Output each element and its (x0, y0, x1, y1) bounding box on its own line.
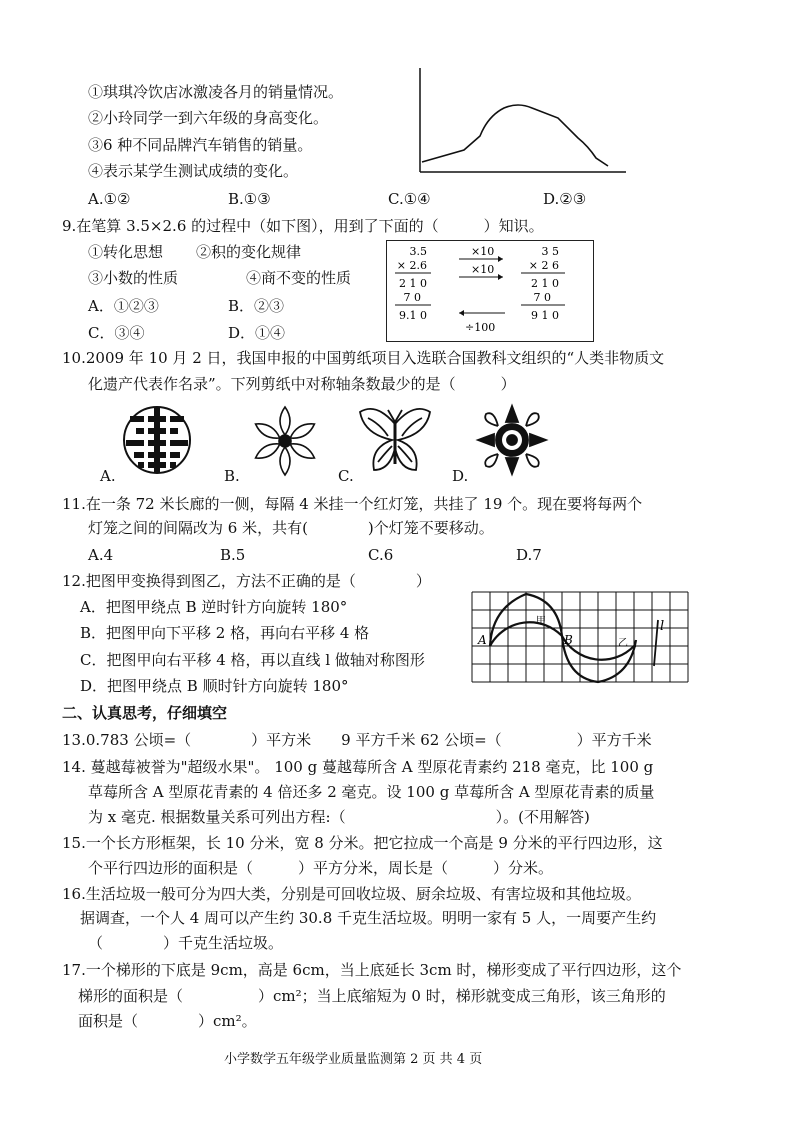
section-2-heading: 二、认真思考，仔细填空 (62, 704, 228, 722)
q9-calculation (387, 241, 592, 340)
q8-line-graph (408, 64, 630, 180)
q17-line-2: 梯形的面积是（ ）cm²；当上底缩短为 0 时，梯形就变成三角形，该三角形的 (78, 987, 666, 1005)
q14-line-1: 14. 蔓越莓被誉为"超级水果"。 100 g 蔓越莓所含 A 型原花青素约 218 毫克，比 100 g (62, 758, 654, 776)
q15-line-2: 个平行四边形的面积是（ ）平方分米，周长是（ ）分米。 (88, 859, 554, 877)
calc-left-5: 9.1 0 (399, 309, 427, 322)
q9-option-d: D．①④ (228, 324, 286, 342)
grid-label-b: B (564, 633, 573, 647)
calc-right-5: 9 1 0 (531, 309, 559, 322)
q8-option-b: B.①③ (228, 190, 271, 208)
q12-option-b: B．把图甲向下平移 2 格，再向右平移 4 格 (80, 624, 370, 642)
q8-item-3: ③6 种不同品牌汽车销售的销量。 (88, 136, 313, 154)
calc-arrow-1: ×10 (471, 245, 495, 258)
paper-cut-a-double-happiness (122, 404, 192, 476)
calc-right-4: 7 0 (533, 291, 551, 304)
calc-right-2: × 2 6 (528, 259, 559, 272)
paper-cut-d-pattern (474, 402, 550, 478)
q8-option-d: D.②③ (543, 190, 587, 208)
q9-option-b: B．②③ (228, 297, 285, 315)
q11-stem-1: 11.在一条 72 米长廊的一侧，每隔 4 米挂一个红灯笼，共挂了 19 个。现在要将每两个 (62, 495, 643, 513)
q10-label-b: B. (224, 467, 240, 485)
calc-left-2: × 2.6 (396, 259, 427, 272)
q12-stem: 12.把图甲变换得到图乙，方法不正确的是（ ） (62, 572, 431, 590)
q11-option-c: C.6 (368, 546, 394, 564)
calc-left-3: 2 1 0 (399, 277, 427, 290)
q8-option-a: A.①② (88, 190, 131, 208)
grid-label-a: A (478, 633, 487, 647)
paper-cut-c-butterfly (356, 404, 434, 478)
q16-line-1: 16.生活垃圾一般可分为四大类，分别是可回收垃圾、厨余垃圾、有害垃圾和其他垃圾。 (62, 885, 641, 903)
q15-line-1: 15.一个长方形框架，长 10 分米，宽 8 分米。把它拉成一个高是 9 分米的平行四边形，这 (62, 834, 663, 852)
q9-item-4: ④商不变的性质 (246, 269, 352, 287)
q12-option-d: D．把图甲绕点 B 顺时针方向旋转 180° (80, 677, 349, 695)
q8-item-1: ①琪琪冷饮店冰激凌各月的销量情况。 (88, 83, 344, 101)
q11-option-b: B.5 (220, 546, 246, 564)
q9-item-1: ①转化思想 (88, 243, 164, 261)
q9-item-3: ③小数的性质 (88, 269, 179, 287)
q11-option-a: A.4 (88, 546, 114, 564)
paper-cut-b-flower (248, 404, 322, 478)
q10-stem-2: 化遗产代表作名录”。下列剪纸中对称轴条数最少的是（ ） (88, 375, 516, 393)
q8-item-4: ④表示某学生测试成绩的变化。 (88, 162, 299, 180)
calc-left-4: 7 0 (403, 291, 421, 304)
calc-left-1: 3.5 (409, 245, 427, 258)
q16-line-3: （ ）千克生活垃圾。 (88, 934, 284, 952)
q11-option-d: D.7 (516, 546, 542, 564)
q17-line-1: 17.一个梯形的下底是 9cm，高是 6cm，当上底延长 3cm 时，梯形变成了平行四边形，这个 (62, 961, 682, 979)
q16-line-2: 据调查，一个人 4 周可以产生约 30.8 千克生活垃圾。明明一家有 5 人，一周要产生约 (80, 909, 657, 927)
calc-arrow-3: ÷100 (465, 321, 496, 334)
q12-option-a: A．把图甲绕点 B 逆时针方向旋转 180° (80, 598, 348, 616)
q17-line-3: 面积是（ ）cm²。 (78, 1012, 257, 1030)
q12-grid-figure (470, 590, 692, 686)
q8-item-2: ②小玲同学一到六年级的身高变化。 (88, 109, 329, 127)
q10-stem-1: 10.2009 年 10 月 2 日，我国申报的中国剪纸项目入选联合国教科文组织的“人类非物质文 (62, 349, 665, 367)
q10-label-a: A. (100, 467, 116, 485)
q10-label-d: D. (452, 467, 469, 485)
grid-label-jia: 甲 (536, 616, 546, 627)
q14-line-3: 为 x 毫克. 根据数量关系可列出方程:（ ）。(不用解答) (88, 808, 590, 826)
grid-label-yi: 乙 (618, 638, 628, 649)
q9-item-2: ②积的变化规律 (196, 243, 302, 261)
q9-option-a: A．①②③ (88, 297, 159, 315)
q9-stem: 9.在笔算 3.5×2.6 的过程中（如下图），用到了下面的（ ）知识。 (62, 217, 544, 235)
q11-stem-2: 灯笼之间的间隔改为 6 米，共有( )个灯笼不要移动。 (88, 519, 494, 537)
q10-label-c: C. (338, 467, 354, 485)
q14-line-2: 草莓所含 A 型原花青素的 4 倍还多 2 毫克。设 100 g 草莓所含 A 型原花青素的质量 (88, 783, 655, 801)
q12-option-c: C．把图甲向右平移 4 格，再以直线 l 做轴对称图形 (80, 651, 425, 669)
page-footer: 小学数学五年级学业质量监测第 2 页 共 4 页 (224, 1052, 483, 1067)
q8-option-c: C.①④ (388, 190, 431, 208)
q9-option-c: C．③④ (88, 324, 145, 342)
calc-right-3: 2 1 0 (531, 277, 559, 290)
calc-arrow-2: ×10 (471, 263, 495, 276)
grid-label-l: l (660, 619, 665, 634)
q13: 13.0.783 公顷=（ ）平方米 9 平方千米 62 公顷=（ ）平方千米 (62, 731, 652, 749)
calc-right-1: 3 5 (541, 245, 559, 258)
